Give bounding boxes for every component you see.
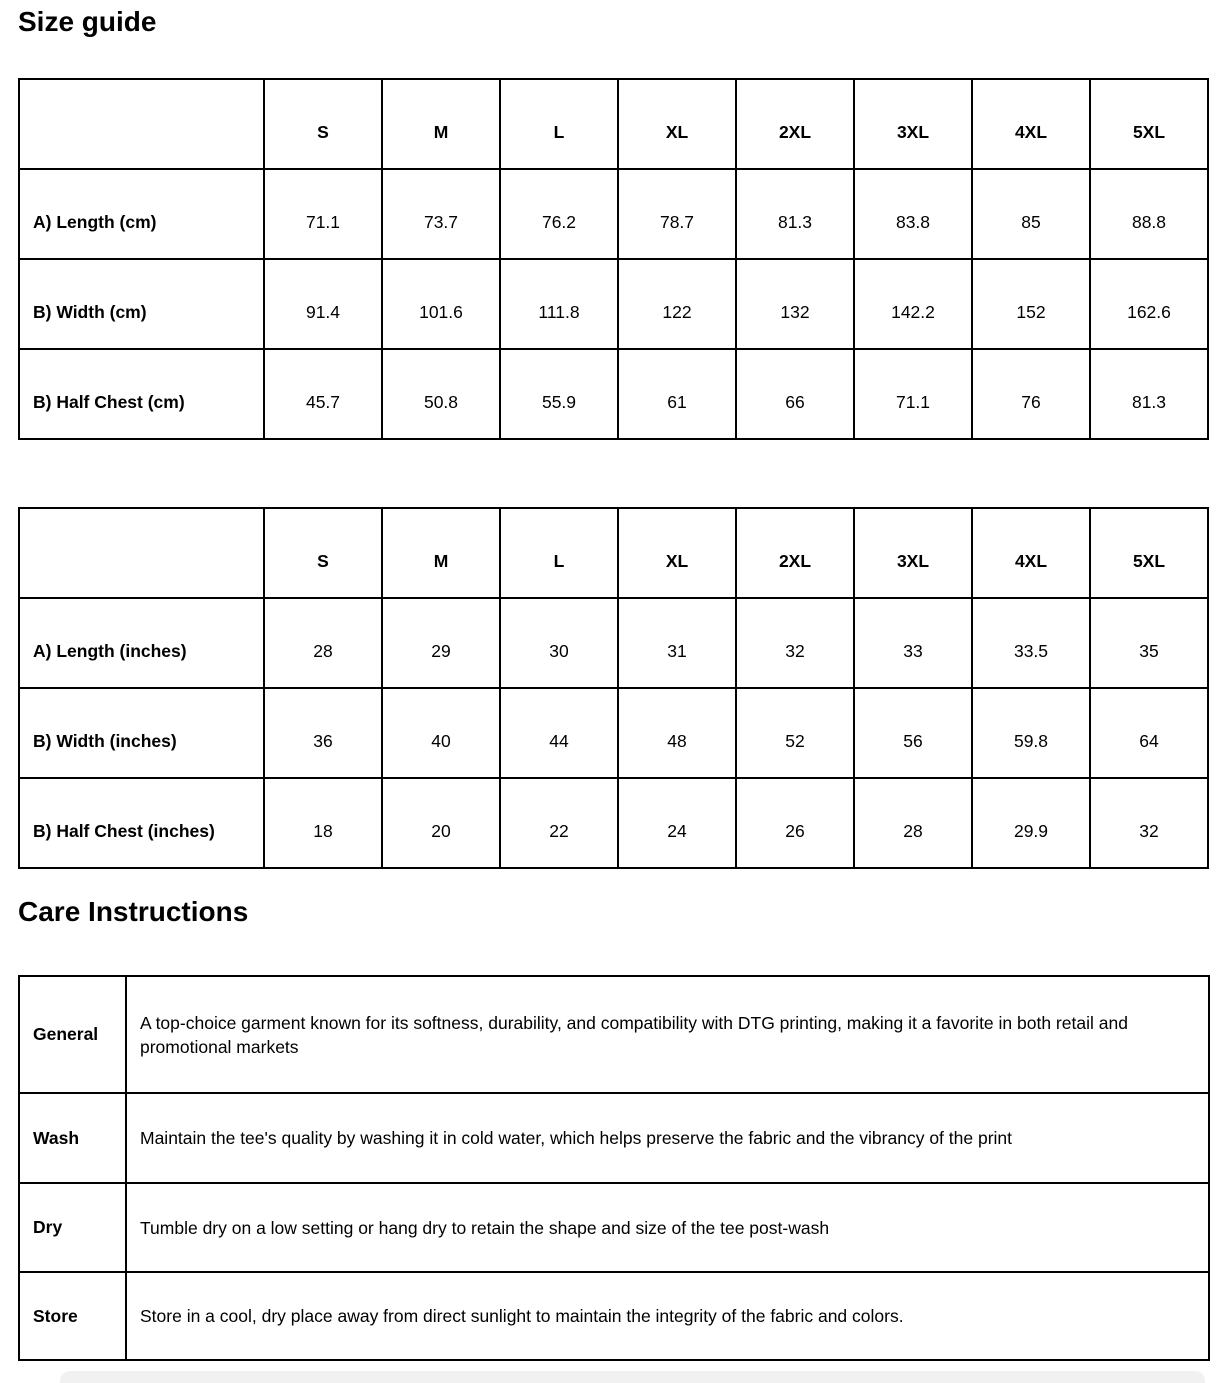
care-row-text-cell bbox=[126, 976, 1209, 1093]
measurement-row-label: B) Width (cm) bbox=[19, 259, 264, 349]
measurement-value-cell: 33 bbox=[854, 598, 972, 688]
measurement-value-cell: 59.8 bbox=[972, 688, 1090, 778]
measurement-value-cell: 32 bbox=[736, 598, 854, 688]
size-column-header: 2XL bbox=[736, 79, 854, 169]
measurement-value-cell: 24 bbox=[618, 778, 736, 868]
care-row-label: General bbox=[19, 976, 126, 1093]
care-row-label: Store bbox=[19, 1272, 126, 1360]
care-row-label: Wash bbox=[19, 1093, 126, 1183]
size-column-header: S bbox=[264, 508, 382, 598]
size-column-header: M bbox=[382, 79, 500, 169]
measurement-value-cell: 36 bbox=[264, 688, 382, 778]
size-column-header: XL bbox=[618, 508, 736, 598]
care-row-text-cell bbox=[126, 1093, 1209, 1183]
measurement-row-label: A) Length (cm) bbox=[19, 169, 264, 259]
care-row-label: Dry bbox=[19, 1183, 126, 1272]
measurement-value-cell: 28 bbox=[264, 598, 382, 688]
corner-cell bbox=[19, 79, 264, 169]
care-instruction-row bbox=[19, 1183, 1209, 1272]
measurement-value-cell: 66 bbox=[736, 349, 854, 439]
measurement-value-cell: 88.8 bbox=[1090, 169, 1208, 259]
size-column-header: L bbox=[500, 508, 618, 598]
measurement-value-cell: 81.3 bbox=[1090, 349, 1208, 439]
measurement-value-cell: 64 bbox=[1090, 688, 1208, 778]
measurement-value-cell: 162.6 bbox=[1090, 259, 1208, 349]
size-table-row bbox=[19, 169, 1208, 259]
measurement-value-cell: 33.5 bbox=[972, 598, 1090, 688]
measurement-value-cell: 35 bbox=[1090, 598, 1208, 688]
measurement-value-cell: 45.7 bbox=[264, 349, 382, 439]
measurement-value-cell: 40 bbox=[382, 688, 500, 778]
care-instruction-row bbox=[19, 976, 1209, 1093]
measurement-value-cell: 101.6 bbox=[382, 259, 500, 349]
measurement-value-cell: 18 bbox=[264, 778, 382, 868]
measurement-value-cell: 22 bbox=[500, 778, 618, 868]
measurement-value-cell: 55.9 bbox=[500, 349, 618, 439]
care-row-text: Store in a cool, dry place away from direct sunlight to maintain the integrity of the fabric and colors. bbox=[140, 1306, 904, 1327]
measurement-value-cell: 132 bbox=[736, 259, 854, 349]
size-table-inches bbox=[18, 507, 1209, 869]
measurement-value-cell: 152 bbox=[972, 259, 1090, 349]
size-table-header-row bbox=[19, 508, 1208, 598]
measurement-row-label: A) Length (inches) bbox=[19, 598, 264, 688]
measurement-row-label: B) Half Chest (cm) bbox=[19, 349, 264, 439]
measurement-value-cell: 61 bbox=[618, 349, 736, 439]
measurement-value-cell: 29.9 bbox=[972, 778, 1090, 868]
measurement-value-cell: 83.8 bbox=[854, 169, 972, 259]
measurement-value-cell: 142.2 bbox=[854, 259, 972, 349]
care-instruction-row bbox=[19, 1093, 1209, 1183]
size-column-header: 4XL bbox=[972, 508, 1090, 598]
measurement-value-cell: 52 bbox=[736, 688, 854, 778]
care-instructions-title: Care Instructions bbox=[18, 895, 249, 927]
size-column-header: 5XL bbox=[1090, 79, 1208, 169]
measurement-value-cell: 81.3 bbox=[736, 169, 854, 259]
measurement-value-cell: 78.7 bbox=[618, 169, 736, 259]
care-row-text: A top-choice garment known for its softness, durability, and compatibility with DTG printing, making it a favorite in both retail and promotional markets bbox=[140, 1012, 1128, 1057]
measurement-value-cell: 20 bbox=[382, 778, 500, 868]
size-column-header: 5XL bbox=[1090, 508, 1208, 598]
measurement-value-cell: 28 bbox=[854, 778, 972, 868]
care-row-text-cell bbox=[126, 1183, 1209, 1272]
care-row-text: Maintain the tee's quality by washing it in cold water, which helps preserve the fabric and the vibrancy of the print bbox=[140, 1128, 1013, 1149]
size-column-header: S bbox=[264, 79, 382, 169]
next-section-cutoff-edge bbox=[60, 1371, 1205, 1383]
size-column-header: 4XL bbox=[972, 79, 1090, 169]
size-table-row bbox=[19, 349, 1208, 439]
size-table-row bbox=[19, 598, 1208, 688]
measurement-value-cell: 32 bbox=[1090, 778, 1208, 868]
size-column-header: M bbox=[382, 508, 500, 598]
measurement-row-label: B) Width (inches) bbox=[19, 688, 264, 778]
measurement-value-cell: 71.1 bbox=[264, 169, 382, 259]
corner-cell bbox=[19, 508, 264, 598]
measurement-value-cell: 73.7 bbox=[382, 169, 500, 259]
size-guide-title: Size guide bbox=[18, 6, 157, 37]
measurement-value-cell: 26 bbox=[736, 778, 854, 868]
measurement-value-cell: 76 bbox=[972, 349, 1090, 439]
size-column-header: L bbox=[500, 79, 618, 169]
size-table-row bbox=[19, 259, 1208, 349]
measurement-value-cell: 31 bbox=[618, 598, 736, 688]
care-row-text-cell bbox=[126, 1272, 1209, 1360]
measurement-value-cell: 111.8 bbox=[500, 259, 618, 349]
measurement-value-cell: 48 bbox=[618, 688, 736, 778]
care-instructions-table bbox=[18, 975, 1210, 1361]
measurement-value-cell: 76.2 bbox=[500, 169, 618, 259]
measurement-value-cell: 122 bbox=[618, 259, 736, 349]
size-table-cm bbox=[18, 78, 1209, 440]
measurement-value-cell: 71.1 bbox=[854, 349, 972, 439]
measurement-value-cell: 50.8 bbox=[382, 349, 500, 439]
measurement-value-cell: 30 bbox=[500, 598, 618, 688]
care-row-text: Tumble dry on a low setting or hang dry to retain the shape and size of the tee post-wash bbox=[140, 1217, 830, 1238]
measurement-value-cell: 56 bbox=[854, 688, 972, 778]
size-column-header: XL bbox=[618, 79, 736, 169]
measurement-value-cell: 85 bbox=[972, 169, 1090, 259]
size-table-row bbox=[19, 778, 1208, 868]
size-column-header: 3XL bbox=[854, 79, 972, 169]
size-column-header: 2XL bbox=[736, 508, 854, 598]
size-column-header: 3XL bbox=[854, 508, 972, 598]
measurement-value-cell: 29 bbox=[382, 598, 500, 688]
measurement-row-label: B) Half Chest (inches) bbox=[19, 778, 264, 868]
measurement-value-cell: 44 bbox=[500, 688, 618, 778]
size-table-row bbox=[19, 688, 1208, 778]
care-instruction-row bbox=[19, 1272, 1209, 1360]
size-table-header-row bbox=[19, 79, 1208, 169]
measurement-value-cell: 91.4 bbox=[264, 259, 382, 349]
